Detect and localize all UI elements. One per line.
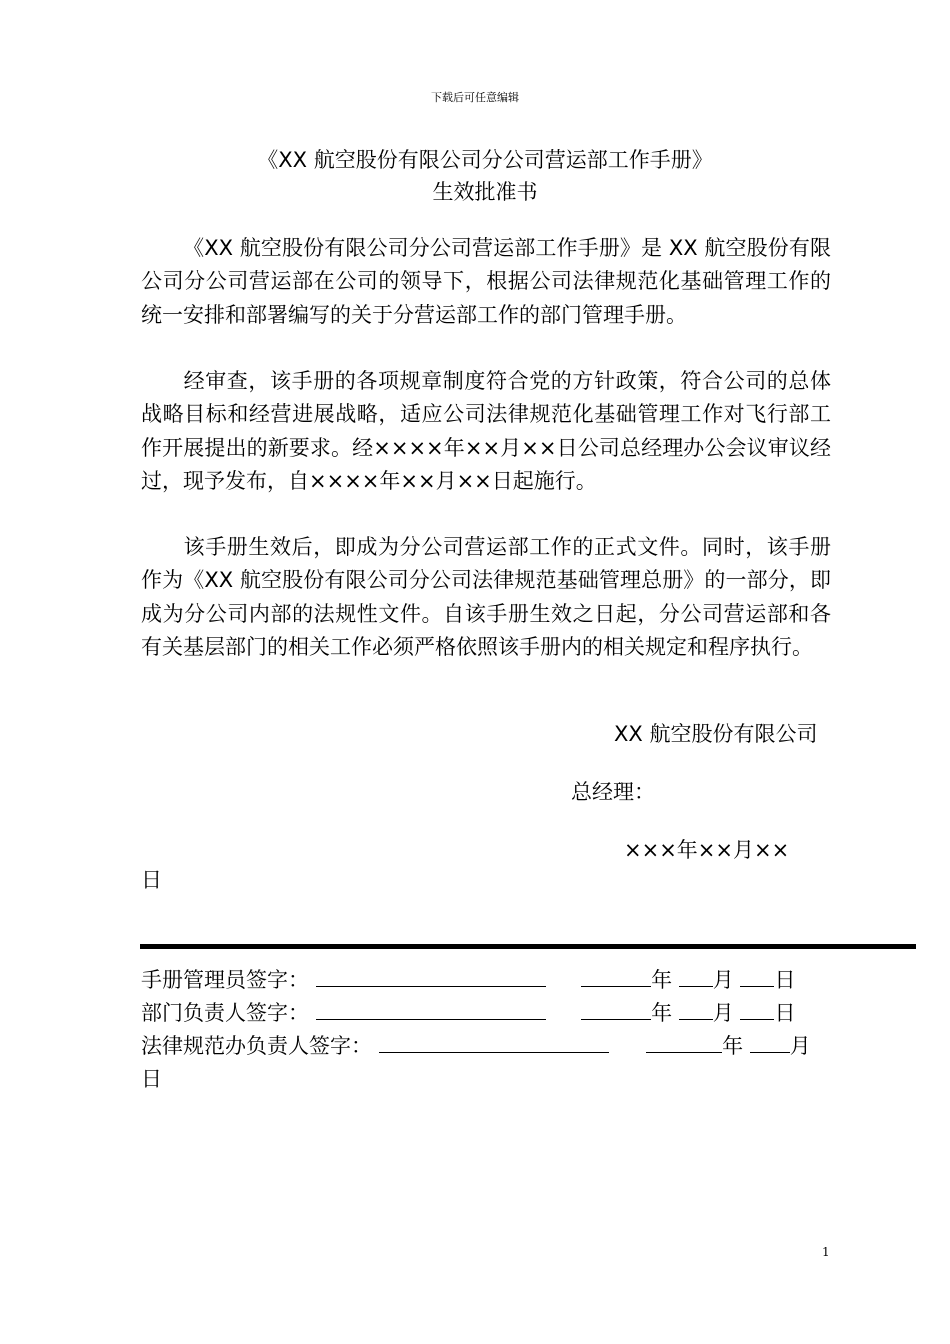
signature-row-legal-office-head-day	[141, 1063, 162, 1096]
signature-label: 手册管理员签字：	[141, 968, 309, 992]
day-blank[interactable]	[740, 964, 774, 987]
year-label: 年	[722, 1034, 744, 1058]
signature-blank[interactable]	[316, 964, 546, 987]
document-subtitle: 生效批准书	[432, 180, 538, 204]
paragraph-3	[141, 531, 831, 664]
month-label: 月	[789, 1034, 811, 1058]
signature-label: 法律规范办负责人签字：	[141, 1034, 372, 1058]
signature-blank[interactable]	[316, 997, 546, 1020]
signature-row-legal-office-head	[141, 1030, 811, 1063]
month-blank[interactable]	[679, 997, 713, 1020]
general-manager-label: 总经理：	[571, 780, 655, 804]
page-number: 1	[822, 1245, 830, 1259]
header-note: 下载后可任意编辑	[431, 91, 519, 104]
year-blank[interactable]	[581, 997, 651, 1020]
paragraph-2-text: 经审查，该手册的各项规章制度符合党的方针政策，符合公司的总体战略目标和经营进展战略，适应公司法律规范化基础管理工作对飞行部工作开展提出的新要求。经××××年××月××日公司总经理办公会议审议经过，现予发布，自××××年××月××日起施行。	[141, 369, 831, 493]
company-name: XX 航空股份有限公司	[614, 722, 818, 746]
signature-blank[interactable]	[379, 1030, 609, 1053]
day-label: 日	[774, 1001, 796, 1025]
signature-label: 部门负责人签字：	[141, 1001, 309, 1025]
year-blank[interactable]	[581, 964, 651, 987]
month-label: 月	[712, 968, 734, 992]
month-blank[interactable]	[679, 964, 713, 987]
year-blank[interactable]	[646, 1030, 722, 1053]
paragraph-1-text: 《XX 航空股份有限公司分公司营运部工作手册》是 XX 航空股份有限公司分公司营运部在公司的领导下，根据公司法律规范化基础管理工作的统一安排和部署编写的关于分营运部工作的部门管理手册。	[141, 236, 831, 327]
document-title: 《XX 航空股份有限公司分公司营运部工作手册》	[257, 148, 713, 172]
year-label: 年	[651, 1001, 673, 1025]
section-divider	[140, 944, 916, 949]
month-blank[interactable]	[750, 1030, 790, 1053]
day-label: 日	[774, 968, 796, 992]
paragraph-3-text: 该手册生效后，即成为分公司营运部工作的正式文件。同时，该手册作为《XX 航空股份有限公司分公司法律规范基础管理总册》的一部分，即成为分公司内部的法规性文件。自该手册生效之日起，分公司营运部和各有关基层部门的相关工作必须严格依照该手册内的相关规定和程序执行。	[141, 535, 831, 659]
paragraph-2	[141, 365, 831, 498]
signature-row-manual-admin	[141, 964, 795, 997]
approval-date-day: 日	[141, 868, 162, 892]
day-label: 日	[141, 1067, 162, 1091]
paragraph-1	[141, 232, 831, 332]
approval-date: ×××年××月××	[624, 838, 790, 862]
month-label: 月	[712, 1001, 734, 1025]
day-blank[interactable]	[740, 997, 774, 1020]
year-label: 年	[651, 968, 673, 992]
signature-row-department-head	[141, 997, 795, 1030]
